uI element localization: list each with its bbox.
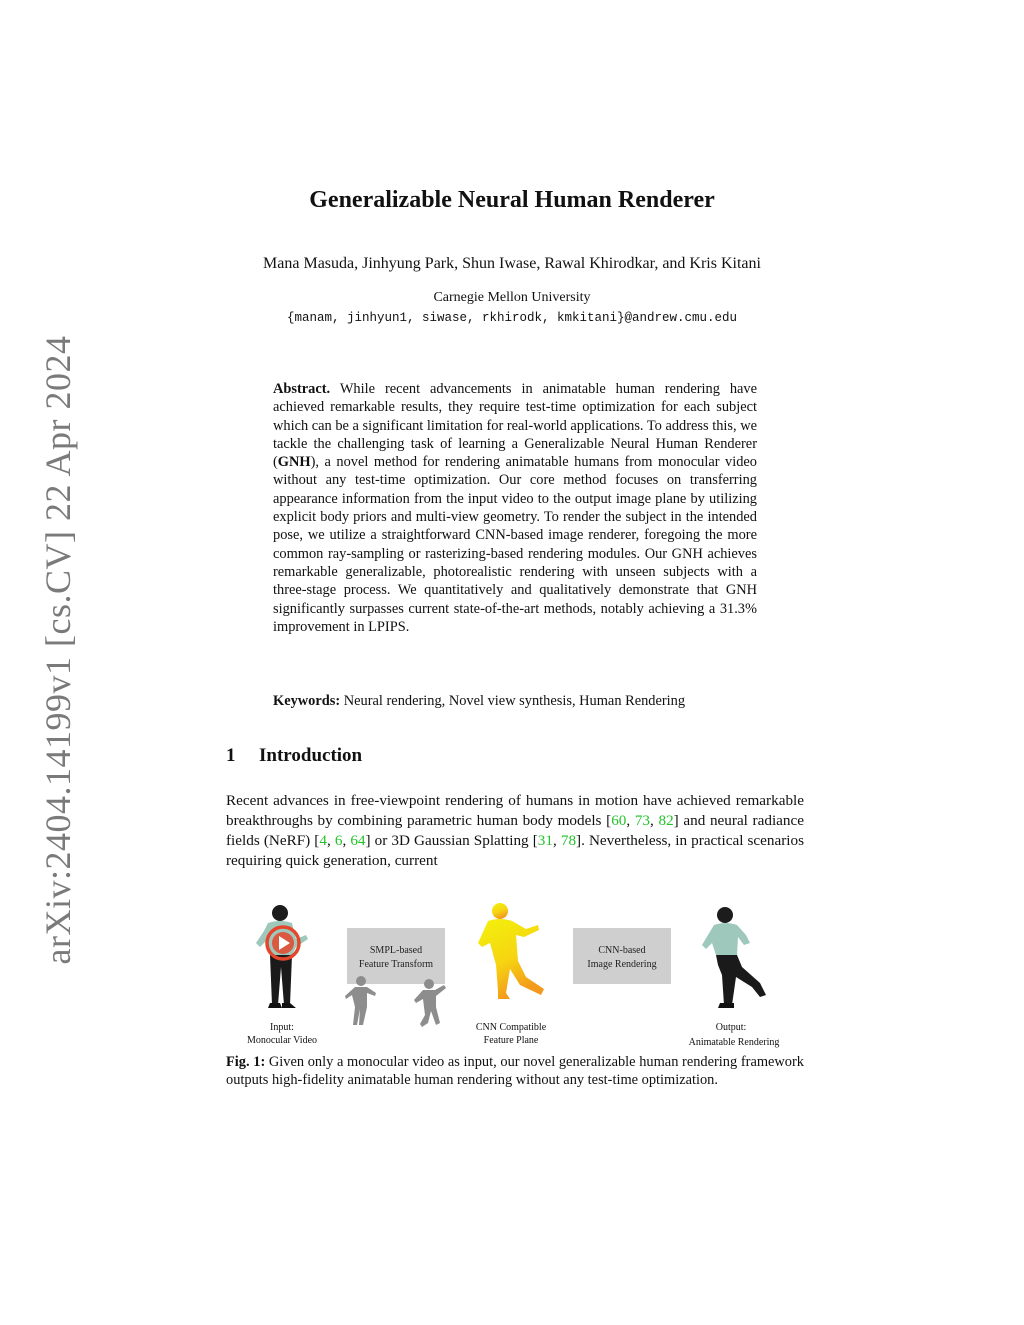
citation-link[interactable]: 73 xyxy=(634,812,651,829)
block1-line2: Feature Transform xyxy=(358,959,434,970)
citation-link[interactable]: 4 xyxy=(319,832,327,849)
abstract-text-2: ), a novel method for rendering animatable humans from monocular video without any test-time optimization. Our core method focuses on transferring appearance information from the input video to the output image plane by utilizing explicit body priors and multi-view geometry. To render the subject in the intended pose, we utilize a straightforward CNN-based image renderer, foregoing the more common ray-sampling or rasterizing-based rendering modules. Our GNH achieves remarkable generalizable, photorealistic rendering with unseen subjects with a three-stage process. We quantitatively and qualitatively demonstrate that GNH significantly surpasses current state-of-the-art methods, notably achieving a 31.3% improvement in LPIPS. xyxy=(273,454,757,635)
abstract-label: Abstract. xyxy=(273,381,331,397)
gray-silhouette-2 xyxy=(414,979,446,1027)
keywords-text: Neural rendering, Novel view synthesis, Human Rendering xyxy=(343,693,686,709)
citation-link[interactable]: 31 xyxy=(537,832,553,849)
intro-text: ]. Nevertheless, in practical scenarios requiring quick generation, current xyxy=(226,832,805,869)
abstract-gnh: GNH xyxy=(277,454,311,471)
author-list: Mana Masuda, Jinhyung Park, Shun Iwase, Rawal Khirodkar, and Kris Kitani xyxy=(263,255,761,272)
citation-link[interactable]: 60 xyxy=(611,812,627,829)
citation-sep: , xyxy=(650,812,659,829)
plane-label-line2: Feature Plane xyxy=(483,1035,539,1046)
intro-text: ] and neural radiance fields (NeRF) [ xyxy=(226,812,804,849)
output-label-line2: Animatable Rendering xyxy=(688,1037,780,1048)
citation-sep: , xyxy=(342,832,351,849)
cnn-image-rendering-block xyxy=(573,928,671,984)
plane-label-line1: CNN Compatible xyxy=(475,1022,547,1033)
output-label-line1: Output: xyxy=(715,1022,747,1033)
section-heading xyxy=(226,745,362,767)
output-person-figure xyxy=(702,907,766,1008)
arxiv-identifier: arXiv:2404.14199v1 [cs.CV] 22 Apr 2024 xyxy=(38,335,78,965)
section-title: Introduction xyxy=(259,745,363,766)
feature-plane-figure xyxy=(478,903,544,999)
citation-link[interactable]: 78 xyxy=(560,832,577,849)
keywords-label: Keywords: xyxy=(273,693,341,709)
abstract-text-1: While recent advancements in animatable human rendering have achieved remarkable results, they require test-time optimization for each subject which can be a significant limitation for real-world applications. To address this, we tackle the challenging task of learning a Generalizable Neural Human Renderer ( xyxy=(273,381,758,471)
caption-text: Given only a monocular video as input, our novel generalizable human rendering framework outputs high-fidelity animatable human rendering without any test-time optimization. xyxy=(226,1054,804,1089)
section-number: 1 xyxy=(226,745,236,766)
citation-sep: , xyxy=(552,832,561,849)
citation-link[interactable]: 64 xyxy=(350,832,366,849)
smpl-feature-transform-block xyxy=(347,928,445,984)
block2-line1: CNN-based xyxy=(598,945,646,956)
citation-sep: , xyxy=(626,812,635,829)
citation-sep: , xyxy=(326,832,335,849)
intro-text: ] or 3D Gaussian Splatting [ xyxy=(365,832,538,849)
caption-label: Fig. 1: xyxy=(226,1054,266,1070)
citation-link[interactable]: 82 xyxy=(658,812,674,829)
citation-link[interactable]: 6 xyxy=(334,832,343,849)
input-label-line1: Input: xyxy=(270,1022,294,1033)
input-label-line2: Monocular Video xyxy=(246,1035,318,1046)
figure-caption xyxy=(226,1053,804,1090)
block2-line2: Image Rendering xyxy=(587,959,657,970)
intro-text: Recent advances in free-viewpoint rendering of humans in motion have achieved remarkable breakthroughs by combining parametric human body models [ xyxy=(226,792,804,829)
author-emails: {manam, jinhyun1, siwase, rkhirodk, kmkitani}@andrew.cmu.edu xyxy=(286,311,738,325)
affiliation: Carnegie Mellon University xyxy=(433,290,591,305)
abstract xyxy=(273,380,757,636)
figure-1 xyxy=(226,895,804,1055)
intro-paragraph xyxy=(226,791,804,871)
paper-title: Generalizable Neural Human Renderer xyxy=(309,187,715,213)
block1-line1: SMPL-based xyxy=(369,945,423,956)
input-person-figure xyxy=(256,905,308,1008)
keywords xyxy=(273,692,757,710)
